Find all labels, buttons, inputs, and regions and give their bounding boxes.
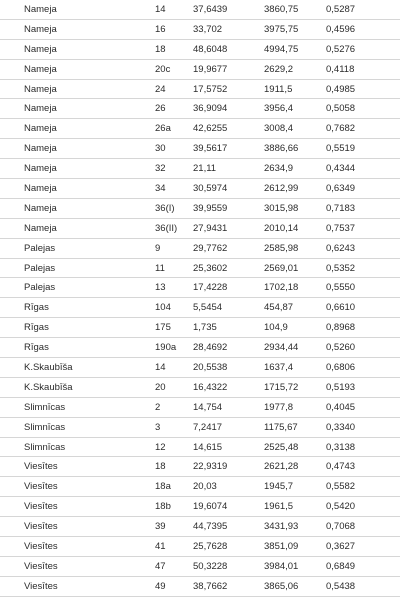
number-cell: 18b [155,501,171,513]
table-row [0,577,400,597]
street-cell: Nameja [24,4,57,15]
number-cell: 24 [155,83,166,95]
number-cell: 41 [155,541,166,553]
ratio-cell: 0,4743 [326,461,356,473]
street-cell: K.Skaubīša [24,381,73,393]
ratio-cell: 0,5287 [326,4,356,15]
table-row [0,99,400,119]
value-a-cell: 48,6048 [193,43,228,55]
ratio-cell: 0,5438 [326,580,356,592]
value-a-cell: 44,7395 [193,521,228,533]
value-b-cell: 2010,14 [264,222,299,234]
ratio-cell: 0,7068 [326,521,356,533]
value-a-cell: 17,5752 [193,83,228,95]
value-a-cell: 25,3602 [193,262,228,274]
number-cell: 14 [155,4,166,15]
value-b-cell: 104,9 [264,322,288,334]
value-a-cell: 22,9319 [193,461,228,473]
ratio-cell: 0,6243 [326,242,356,254]
table-row [0,477,400,497]
value-a-cell: 20,5538 [193,362,228,374]
value-a-cell: 16,4322 [193,381,228,393]
ratio-cell: 0,5420 [326,501,356,513]
ratio-cell: 0,5193 [326,381,356,393]
table-row [0,398,400,418]
value-b-cell: 2585,98 [264,242,299,254]
table-row [0,517,400,537]
ratio-cell: 0,6849 [326,560,356,572]
ratio-cell: 0,7682 [326,123,356,135]
value-a-cell: 37,6439 [193,4,228,15]
table-row [0,0,400,20]
table-row [0,378,400,398]
value-b-cell: 2621,28 [264,461,299,473]
street-cell: Slimnīcas [24,421,66,433]
value-b-cell: 2525,48 [264,441,299,453]
value-b-cell: 2629,2 [264,63,294,75]
ratio-cell: 0,3340 [326,421,356,433]
value-b-cell: 3886,66 [264,143,299,155]
value-a-cell: 14,615 [193,441,223,453]
table-row [0,358,400,378]
value-b-cell: 3984,01 [264,560,299,572]
street-cell: Viesītes [24,481,58,493]
value-a-cell: 30,5974 [193,183,228,195]
table-row [0,60,400,80]
value-b-cell: 3851,09 [264,541,299,553]
value-a-cell: 1,735 [193,322,217,334]
value-a-cell: 38,7662 [193,580,228,592]
value-b-cell: 2612,99 [264,183,299,195]
value-a-cell: 33,702 [193,23,223,35]
value-a-cell: 21,11 [193,163,217,175]
table-row [0,438,400,458]
table-row [0,278,400,298]
value-a-cell: 7,2417 [193,421,223,433]
ratio-cell: 0,4344 [326,163,356,175]
ratio-cell: 0,5276 [326,43,356,55]
value-b-cell: 2569,01 [264,262,299,274]
value-b-cell: 454,87 [264,302,294,314]
value-b-cell: 1945,7 [264,481,294,493]
street-cell: Rīgas [24,302,49,314]
value-b-cell: 1961,5 [264,501,294,513]
table-row [0,80,400,100]
value-a-cell: 14,754 [193,401,223,413]
table-row [0,139,400,159]
ratio-cell: 0,5058 [326,103,356,115]
value-a-cell: 20,03 [193,481,217,493]
value-a-cell: 42,6255 [193,123,228,135]
number-cell: 39 [155,521,166,533]
value-b-cell: 2634,9 [264,163,294,175]
ratio-cell: 0,4118 [326,63,355,75]
table-row [0,159,400,179]
value-a-cell: 39,5617 [193,143,228,155]
number-cell: 12 [155,441,166,453]
value-b-cell: 4994,75 [264,43,299,55]
ratio-cell: 0,6349 [326,183,356,195]
street-cell: Rīgas [24,342,49,354]
street-cell: Slimnīcas [24,441,66,453]
value-a-cell: 36,9094 [193,103,228,115]
number-cell: 175 [155,322,171,334]
value-b-cell: 1175,67 [264,421,298,433]
value-b-cell: 3015,98 [264,202,299,214]
number-cell: 190a [155,342,177,354]
value-b-cell: 2934,44 [264,342,299,354]
street-cell: Nameja [24,202,57,214]
ratio-cell: 0,5582 [326,481,356,493]
value-a-cell: 29,7762 [193,242,228,254]
number-cell: 18 [155,461,166,473]
street-cell: Nameja [24,83,57,95]
ratio-cell: 0,7183 [326,202,356,214]
street-cell: Nameja [24,103,57,115]
table-row [0,338,400,358]
ratio-cell: 0,6806 [326,362,356,374]
street-cell: Nameja [24,163,57,175]
ratio-cell: 0,5550 [326,282,356,294]
street-cell: Viesītes [24,560,58,572]
value-a-cell: 17,4228 [193,282,228,294]
ratio-cell: 0,4985 [326,83,356,95]
street-cell: Nameja [24,143,57,155]
table-row [0,119,400,139]
street-cell: Slimnīcas [24,401,66,413]
value-b-cell: 3431,93 [264,521,299,533]
street-cell: Viesītes [24,461,58,473]
table-row [0,418,400,438]
number-cell: 9 [155,242,161,254]
value-a-cell: 27,9431 [193,222,228,234]
number-cell: 36(I) [155,202,175,214]
table-row [0,179,400,199]
value-b-cell: 3975,75 [264,23,299,35]
table-row [0,239,400,259]
value-b-cell: 1715,72 [264,381,299,393]
number-cell: 2 [155,401,161,413]
ratio-cell: 0,5519 [326,143,356,155]
value-a-cell: 28,4692 [193,342,228,354]
ratio-cell: 0,3138 [326,441,356,453]
value-b-cell: 3956,4 [264,103,294,115]
street-cell: Nameja [24,23,57,35]
street-cell: Palejas [24,242,56,254]
number-cell: 14 [155,362,166,374]
number-cell: 47 [155,560,166,572]
number-cell: 3 [155,421,161,433]
value-a-cell: 50,3228 [193,560,228,572]
number-cell: 20c [155,63,171,75]
number-cell: 36(II) [155,222,178,234]
value-a-cell: 5,5454 [193,302,223,314]
value-b-cell: 1702,18 [264,282,299,294]
number-cell: 13 [155,282,166,294]
table-row [0,298,400,318]
street-cell: Nameja [24,43,57,55]
street-cell: Rīgas [24,322,49,334]
ratio-cell: 0,4045 [326,401,356,413]
ratio-cell: 0,5352 [326,262,356,274]
value-a-cell: 19,6074 [193,501,228,513]
street-cell: Palejas [24,262,56,274]
number-cell: 104 [155,302,171,314]
value-b-cell: 1637,4 [264,362,294,374]
value-b-cell: 1911,5 [264,83,293,95]
number-cell: 26a [155,123,171,135]
ratio-cell: 0,6610 [326,302,356,314]
value-b-cell: 3860,75 [264,4,299,15]
table-row [0,497,400,517]
number-cell: 30 [155,143,166,155]
number-cell: 34 [155,183,166,195]
street-cell: K.Skaubīša [24,362,73,374]
number-cell: 49 [155,580,166,592]
value-b-cell: 3008,4 [264,123,294,135]
value-a-cell: 39,9559 [193,202,228,214]
number-cell: 16 [155,23,166,35]
table-row [0,557,400,577]
street-cell: Nameja [24,123,57,135]
ratio-cell: 0,5260 [326,342,356,354]
number-cell: 32 [155,163,166,175]
value-a-cell: 19,9677 [193,63,228,75]
value-a-cell: 25,7628 [193,541,228,553]
value-b-cell: 3865,06 [264,580,299,592]
street-cell: Nameja [24,183,57,195]
street-cell: Viesītes [24,501,58,513]
street-cell: Viesītes [24,541,58,553]
street-cell: Viesītes [24,580,58,592]
number-cell: 18 [155,43,166,55]
ratio-cell: 0,8968 [326,322,356,334]
table-row [0,259,400,279]
table-row [0,457,400,477]
street-cell: Nameja [24,222,57,234]
ratio-cell: 0,7537 [326,222,356,234]
table-row [0,537,400,557]
table-row [0,219,400,239]
street-cell: Palejas [24,282,56,294]
table-row [0,40,400,60]
table-row [0,199,400,219]
street-cell: Nameja [24,63,57,75]
ratio-cell: 0,3627 [326,541,356,553]
number-cell: 11 [155,262,165,274]
table-row [0,318,400,338]
number-cell: 20 [155,381,166,393]
value-b-cell: 1977,8 [264,401,294,413]
table-row [0,20,400,40]
street-cell: Viesītes [24,521,58,533]
number-cell: 18a [155,481,171,493]
number-cell: 26 [155,103,166,115]
ratio-cell: 0,4596 [326,23,356,35]
